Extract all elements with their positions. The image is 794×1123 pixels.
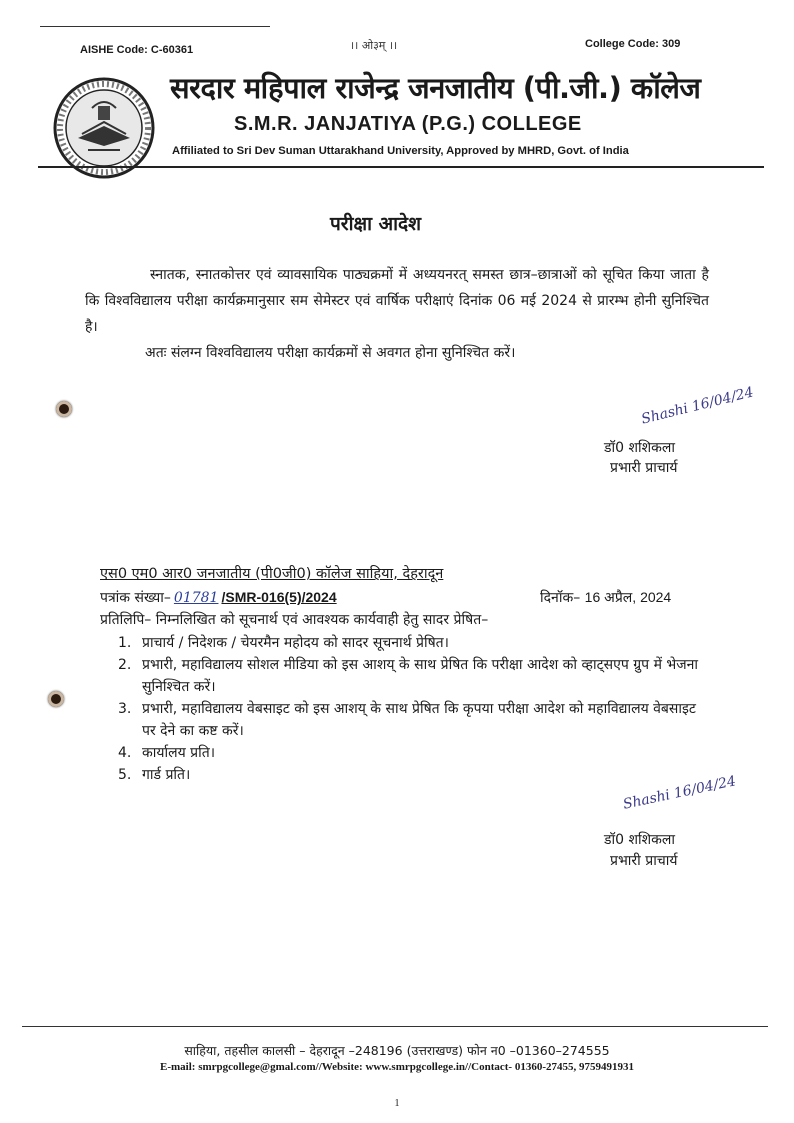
college-title-english: S.M.R. JANJATIYA (P.G.) COLLEGE (234, 113, 582, 135)
reference-number (100, 588, 337, 607)
om-invocation: ।। ओ३म् ।। (350, 39, 398, 52)
pratilipi-line: प्रतिलिपि– निम्नलिखित को सूचनार्थ एवं आवश्यक कार्यवाही हेतु सादर प्रेषित– (100, 612, 489, 628)
footer-address: साहिया, तहसील कालसी – देहरादून –248196 (उत्तराखण्ड) फोन न0 –01360–274555 (184, 1043, 610, 1058)
punch-hole (48, 691, 64, 707)
list-item: 5. गार्ड प्रति। (118, 767, 191, 783)
notice-paragraph: स्नातक, स्नातकोत्तर एवं व्यावसायिक पाठ्यक्रमों में अध्ययनरत् समस्त छात्र–छात्राओं को सूचित किया जाता है कि विश्वविद्यालय परीक्षा कार्यक्रमानुसार सम सेमेस्टर एवं वार्षिक परीक्षाएं दिनांक 06 मई 2024 से प्रारम्भ होनी सुनिश्चित है। (85, 267, 709, 335)
college-logo-icon (52, 76, 156, 180)
signatory-name: डॉ0 शशिकला (604, 440, 676, 456)
college-address-line: एस0 एम0 आर0 जनजातीय (पी0जी0) कॉलेज साहिया, देहरादून (100, 566, 444, 582)
signatory-designation: प्रभारी प्राचार्य (610, 460, 678, 476)
distribution-list (118, 632, 708, 786)
reference-label: पत्रांक संख्या– (100, 590, 171, 606)
notice-heading: परीक्षा आदेश (330, 213, 422, 235)
page-number: 1 (394, 1098, 400, 1109)
handwritten-signature: Shashi 16/04/24 (639, 384, 756, 428)
footer-contact: E-mail: smrpgcollege@gmal.com//Website: www.smrpgcollege.in//Contact- 01360-27455, 9759491931 (160, 1061, 634, 1073)
date-value: 16 अप्रैल, 2024 (584, 589, 672, 605)
list-item: 1. प्राचार्य / निदेशक / चेयरमैन महोदय को सादर सूचनार्थ प्रेषित। (118, 635, 449, 651)
affiliation-line: Affiliated to Sri Dev Suman Uttarakhand University, Approved by MHRD, Govt. of India (172, 145, 629, 157)
header-divider (38, 166, 764, 168)
reference-code: /SMR-016(5)/2024 (221, 589, 337, 605)
punch-hole (56, 401, 72, 417)
college-title-hindi: सरदार महिपाल राजेन्द्र जनजातीय (पी.जी.) कॉलेज (170, 71, 701, 105)
list-item: 3. प्रभारी, महाविद्यालय वेबसाइट को इस आशय् के साथ प्रेषित कि कृपया परीक्षा आदेश को महाविद्यालय वेबसाइट पर देने का कष्ट करें। (118, 701, 696, 739)
college-code: College Code: 309 (585, 38, 681, 50)
list-item: 2. प्रभारी, महाविद्यालय सोशल मीडिया को इस आशय् के साथ प्रेषित कि परीक्षा आदेश को व्हाट्सएप ग्रुप में भेजना सुनिश्चित करें। (118, 657, 699, 695)
issue-date (540, 588, 671, 607)
signatory-designation: प्रभारी प्राचार्य (610, 853, 678, 869)
list-item: 4. कार्यालय प्रति। (118, 745, 216, 761)
handwritten-signature: Shashi 16/04/24 (621, 773, 738, 813)
top-border (40, 26, 270, 27)
footer-divider (22, 1026, 768, 1027)
aishe-code: AISHE Code: C-60361 (80, 44, 194, 56)
notice-paragraph-2: अतः संलग्न विश्वविद्यालय परीक्षा कार्यक्रमों से अवगत होना सुनिश्चित करें। (145, 345, 516, 361)
reference-handwritten-number: 01781 (173, 590, 219, 606)
signatory-name: डॉ0 शशिकला (604, 832, 676, 848)
date-label: दिनॉक– (540, 590, 581, 606)
